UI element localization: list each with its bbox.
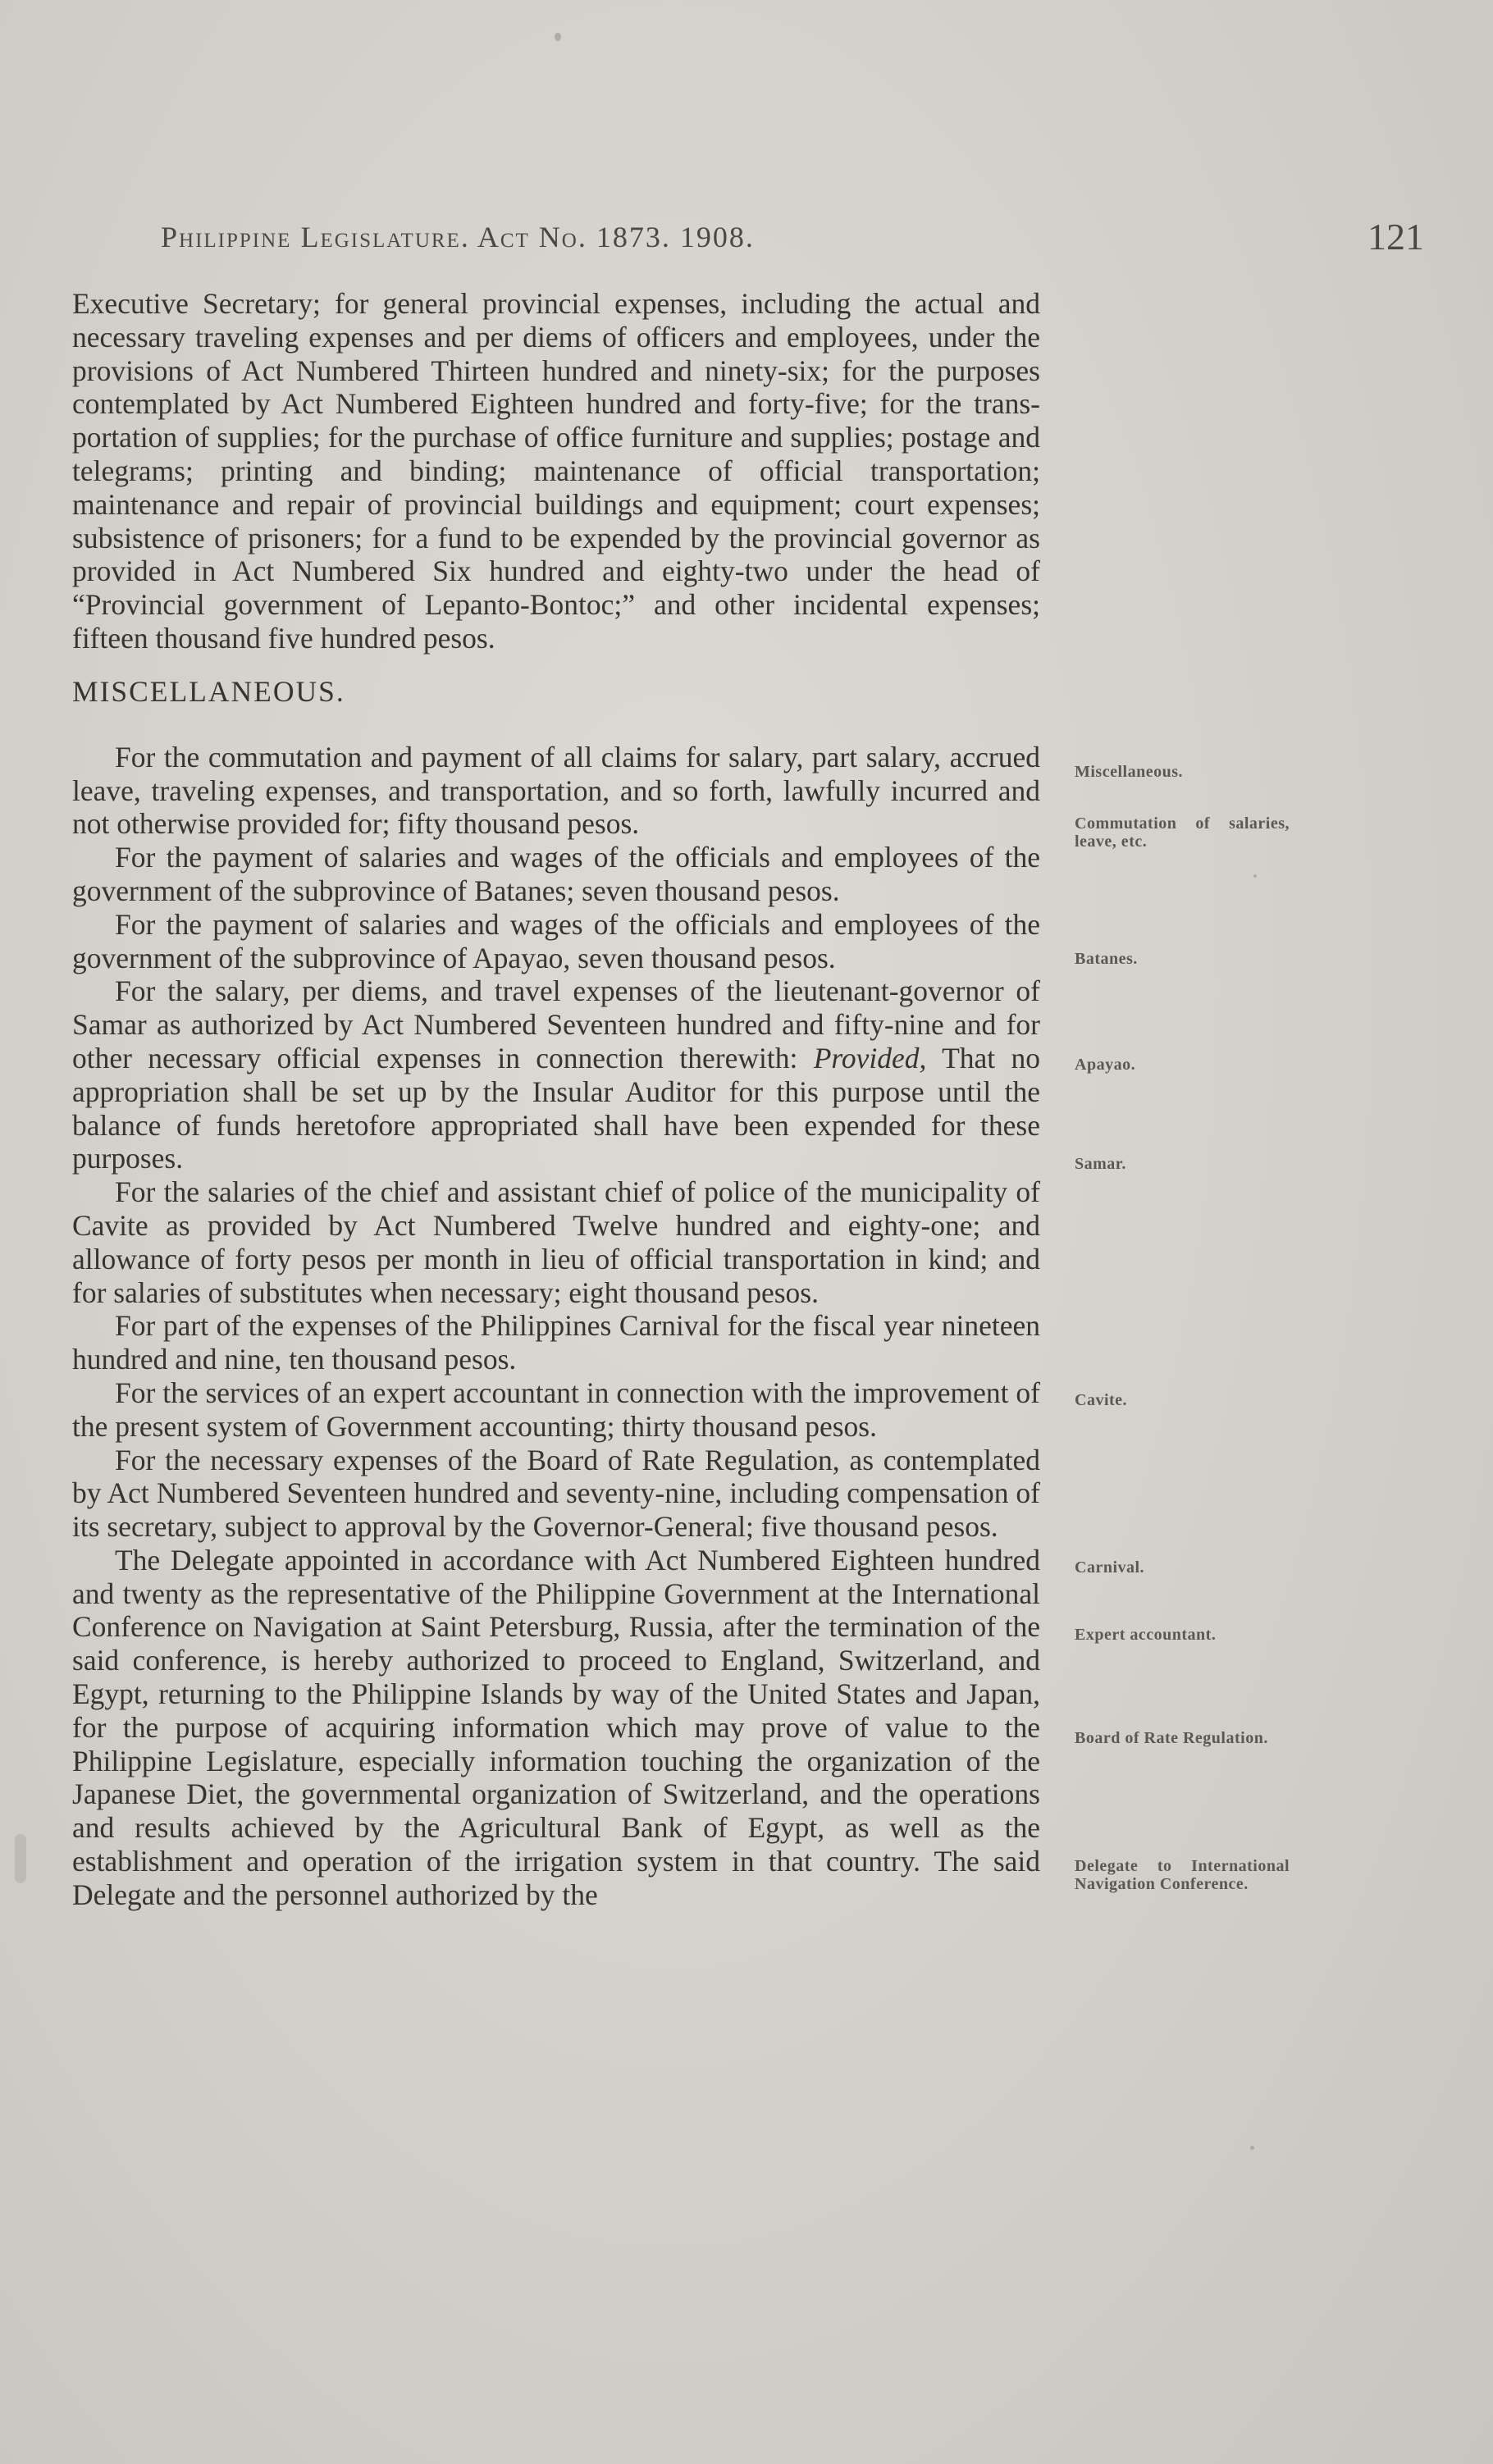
body-text — [72, 287, 1040, 1912]
paragraph-delegate: The Delegate appointed in accordance with Act Numbered Eighteen hundred and twenty as the representative of the Philippine Government at the International Conference on Navigation at Saint Petersburg, Russia, after the termination of the said conference, is hereby authorized to proceed to England, Switzerland, and Egypt, returning to the Philippine Islands by way of the United States and Japan, for the purpose of acquiring information which may prove of value to the Philippine Legislature, especially information touching the organization of the Japanese Diet, the governmental organization of Switzerland, and the operations and results achieved by the Agricultural Bank of Egypt, as well as the establishment and operation of the irrigation system in that country. The said Delegate and the personnel authorized by the — [72, 1543, 1040, 1911]
running-head — [161, 216, 1424, 269]
margin-note-samar: Samar. — [1075, 1155, 1126, 1173]
paragraph-expert-accountant: For the services of an expert accountant in connection with the improvement of the present system of Government accounting; thirty thousand pesos. — [72, 1376, 1040, 1443]
paper-speck — [1253, 874, 1257, 878]
paragraph-batanes: For the payment of salaries and wages of the officials and employees of the government of the subprovince of Batanes; seven thousand pesos. — [72, 841, 1040, 907]
paragraph-cavite: For the salaries of the chief and assistant chief of police of the municipality of Cavite as provided by Act Numbered Twelve hundred and eighty-one; and allowance of forty pesos per month in lieu of official transportation in kind; and for salaries of substitutes when necessary; eight thousand pesos. — [72, 1175, 1040, 1309]
paragraph-provincial-expenses: Executive Secretary; for general provincial expenses, including the actual and necessary traveling expenses and per diems of officers and employees, under the provisions of Act Numbered Thirteen hundred and ninety-six; for the purposes contemplated by Act Numbered Eighteen hundred and forty-five; for the transportation of supplies; for the purchase of office furniture and supplies; postage and telegrams; printing and binding; maintenance of official transportation; maintenance and repair of provincial buildings and equipment; court expenses; subsistence of prisoners; for a fund to be expended by the provincial governor as provided in Act Numbered Six hundred and eighty-two under the head of “Provincial government of Lepanto-Bontoc;” and other incidental expenses; fifteen thousand five hundred pesos. — [72, 287, 1040, 655]
paper-speck — [15, 1834, 26, 1883]
paragraph-commutation: For the commutation and payment of all claims for salary, part salary, accrued leave, traveling expenses, and transportation, and so forth, lawfully incurred and not otherwise provided for; fifty thousand pesos. — [72, 740, 1040, 841]
margin-note-delegate: Delegate to International Navigation Conference. — [1075, 1857, 1290, 1893]
paragraph-apayao: For the payment of salaries and wages of the officials and employees of the government of the subprovince of Apayao, seven thousand pesos. — [72, 907, 1040, 974]
paragraph-board-rate-regulation: For the necessary expenses of the Board of Rate Regulation, as contemplated by Act Numbered Seventeen hundred and seventy-nine, including compensation of its secretary, subject to approval by the Governor-General; five thousand pesos. — [72, 1443, 1040, 1544]
paper-speck — [555, 33, 561, 41]
page-number: 121 — [1367, 216, 1424, 258]
paragraph-samar — [72, 974, 1040, 1175]
margin-note-miscellaneous: Miscellaneous. — [1075, 763, 1183, 781]
paragraph-carnival: For part of the expenses of the Philippines Carnival for the fiscal year nineteen hundred and nine, ten thousand pesos. — [72, 1309, 1040, 1376]
section-heading-miscellaneous: MISCELLANEOUS. — [72, 674, 345, 708]
samar-proviso: Provided, — [813, 1041, 927, 1075]
margin-note-board-rate-regulation: Board of Rate Regulation. — [1075, 1729, 1268, 1747]
paper-speck — [1250, 2146, 1254, 2150]
running-title: Philippine Legislature. Act No. 1873. 1908. — [161, 221, 755, 253]
margin-note-cavite: Cavite. — [1075, 1391, 1128, 1409]
samar-text-a: For the salary, per diems, and travel expenses of the lieutenant-governor of Samar as authorized by Act Numbered Seventeen hundred and fifty-nine and for other necessary official expenses in connection therewith: — [72, 974, 1040, 1075]
margin-note-batanes: Batanes. — [1075, 950, 1138, 968]
margin-note-apayao: Apayao. — [1075, 1056, 1136, 1074]
samar-text-b: That no appropriation shall be set up by the Insular Auditor for this purpose until the balance of funds heretofore appropriated shall have been expended for these purposes. — [72, 1041, 1040, 1175]
margin-note-carnival: Carnival. — [1075, 1558, 1145, 1577]
margin-note-expert-accountant: Expert accountant. — [1075, 1626, 1217, 1644]
margin-note-commutation: Commutation of salaries, leave, etc. — [1075, 814, 1290, 851]
